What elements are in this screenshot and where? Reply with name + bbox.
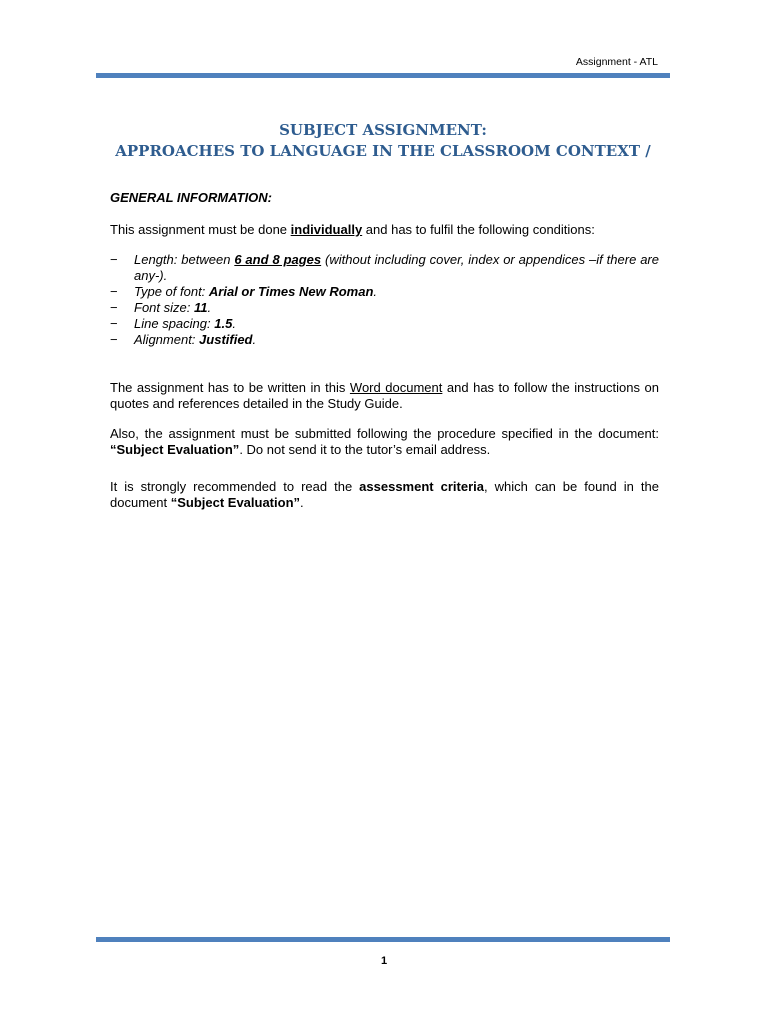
list-dash: − bbox=[110, 252, 118, 267]
condition-font-type-end: . bbox=[373, 284, 378, 299]
condition-length-value: 6 and 8 pages bbox=[234, 252, 322, 267]
condition-line-spacing-end: . bbox=[232, 316, 236, 331]
condition-alignment-value: Justified bbox=[199, 332, 253, 347]
condition-font-type bbox=[110, 284, 659, 300]
paragraph-submission bbox=[110, 426, 659, 458]
title-line-1: SUBJECT ASSIGNMENT: bbox=[279, 121, 487, 139]
footer-rule bbox=[96, 937, 670, 942]
paragraph-2-end: . Do not send it to the tutor’s email address. bbox=[239, 442, 491, 457]
intro-emphasis: individually bbox=[290, 222, 363, 237]
title-line-2: APPROACHES TO LANGUAGE IN THE CLASSROOM CONTEXT / bbox=[115, 142, 651, 160]
conditions-list bbox=[110, 252, 659, 348]
condition-length-label: Length: between bbox=[134, 252, 235, 267]
paragraph-assessment-criteria bbox=[110, 479, 659, 511]
subject-evaluation-reference: “Subject Evaluation” bbox=[110, 442, 240, 457]
condition-font-type-value: Arial or Times New Roman bbox=[208, 284, 374, 299]
paragraph-2-start: Also, the assignment must be submitted following the procedure specified in the document: bbox=[110, 426, 659, 441]
running-header: Assignment - ATL bbox=[575, 56, 658, 68]
condition-line-spacing-value: 1.5 bbox=[214, 316, 233, 331]
condition-font-size bbox=[110, 300, 659, 316]
paragraph-3-end: . bbox=[300, 495, 304, 510]
subject-evaluation-reference-2: “Subject Evaluation” bbox=[170, 495, 301, 510]
paragraph-1-end: and has to follow the instructions on quotes and references detailed in the Study Guide. bbox=[110, 380, 659, 411]
condition-font-type-label: Type of font: bbox=[134, 284, 209, 299]
condition-line-spacing-label: Line spacing: bbox=[134, 316, 215, 331]
condition-font-size-value: 11 bbox=[193, 300, 208, 315]
condition-alignment-end: . bbox=[252, 332, 257, 347]
page-number: 1 bbox=[380, 955, 388, 967]
list-dash: − bbox=[110, 300, 118, 315]
list-dash: − bbox=[110, 284, 118, 299]
intro-text-start: This assignment must be done bbox=[110, 222, 291, 237]
condition-line-spacing bbox=[110, 316, 659, 332]
header-rule bbox=[96, 73, 670, 78]
condition-font-size-label: Font size: bbox=[134, 300, 194, 315]
word-document-reference: Word document bbox=[349, 380, 443, 395]
section-heading-general-information: GENERAL INFORMATION: bbox=[110, 190, 273, 205]
condition-length bbox=[110, 252, 659, 284]
document-title bbox=[96, 120, 670, 161]
condition-alignment bbox=[110, 332, 659, 348]
intro-paragraph bbox=[110, 222, 659, 238]
condition-alignment-label: Alignment: bbox=[134, 332, 200, 347]
intro-text-end: and has to fulfil the following conditions: bbox=[362, 222, 595, 237]
assessment-criteria-term: assessment criteria bbox=[359, 479, 484, 494]
paragraph-3-start: It is strongly recommended to read the bbox=[110, 479, 360, 494]
paragraph-1-start: The assignment has to be written in this bbox=[110, 380, 350, 395]
paragraph-word-document bbox=[110, 380, 659, 412]
list-dash: − bbox=[110, 316, 118, 331]
condition-font-size-end: . bbox=[207, 300, 212, 315]
paragraph-3-middle: , which can be found in the document bbox=[110, 479, 659, 510]
list-dash: − bbox=[110, 332, 118, 347]
condition-length-note: (without including cover, index or appendices –if there are any-). bbox=[134, 252, 659, 283]
